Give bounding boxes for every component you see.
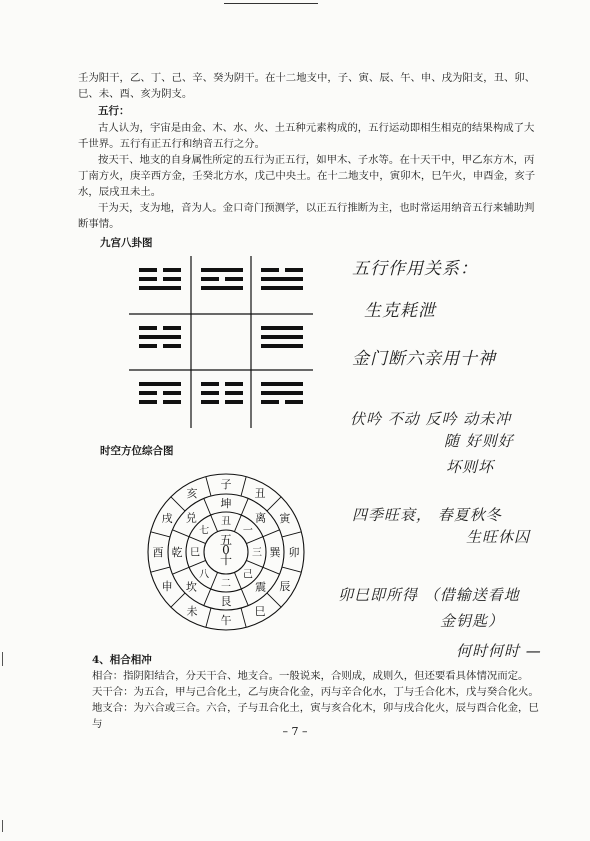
outer-spoke — [151, 532, 170, 537]
trigram-bar — [261, 286, 303, 290]
inner-ring-label: 己 — [242, 569, 253, 581]
outer-ring-label: 申 — [161, 580, 173, 593]
note-liuqin: 金门断六亲用十神 — [352, 349, 496, 369]
trigram-bar — [225, 391, 243, 395]
paragraph-wuxing-intro: 古人认为，宇宙是由金、木、水、火、土五种元素构成的，五行运动即相生相克的结果构成了大千世界。五行有正五行和纳音五行之分。 — [78, 122, 535, 150]
trigram-bar — [285, 400, 303, 404]
heading-section-4: 4、相合相冲 — [92, 654, 152, 666]
trigram-bar — [163, 391, 181, 395]
heading-bagua: 九宫八卦图 — [100, 237, 153, 249]
outer-ring-label: 丑 — [254, 487, 266, 501]
note-when: 何时何时 — — [456, 642, 542, 660]
trigram-bar — [139, 382, 181, 386]
note-wuxing-relations: 五行作用关系： — [352, 259, 478, 279]
trigram-bar — [201, 391, 219, 395]
trigram-bar — [139, 268, 157, 272]
paragraph-yin-yang-branches: 壬为阳干，乙、丁、己、辛、癸为阴干。在十二地支中，子、寅、辰、午、申、戌为阳支，丑、卯、巳、未、酉、亥为阴支。 — [78, 72, 536, 100]
inner-ring-label: 三 — [252, 547, 262, 559]
trigram-bar — [163, 400, 181, 404]
outer-spoke — [171, 497, 185, 511]
trigram-bar — [261, 268, 279, 272]
trigram-bar — [163, 326, 181, 330]
middle-ring-label: 乾 — [171, 546, 183, 559]
trigram-bar — [285, 268, 303, 272]
middle-ring-label: 艮 — [220, 595, 232, 608]
outer-ring-label: 戌 — [161, 512, 173, 525]
note-four-seasons: 四季旺衰， 春夏秋冬 — [352, 506, 502, 524]
center-label: 0 — [222, 543, 230, 557]
inner-ring-label: 二 — [221, 578, 231, 590]
time-space-wheel-diagram — [146, 460, 306, 638]
trigram-bar — [163, 277, 181, 281]
paragraph-tiangan-he: 天干合：为五合，甲与己合化土，乙与庚合化金，丙与辛合化水，丁与壬合化木，戊与癸合化火。 — [92, 686, 539, 698]
nine-palace-bagua-diagram — [129, 256, 313, 428]
outer-ring-label: 未 — [186, 604, 198, 618]
trigram-bar — [201, 268, 243, 272]
outer-ring-label: 卯 — [288, 546, 300, 559]
outer-ring-label: 辰 — [279, 580, 291, 593]
trigram-bar — [201, 286, 243, 290]
paragraph-dizhi-he: 地支合：为六合或三合。六合，子与丑合化土，寅与亥合化木，卯与戌合化火，辰与酉合化金，巳与 — [92, 702, 539, 730]
trigram-bar — [139, 344, 157, 348]
inner-ring-label: 七 — [199, 525, 210, 537]
middle-ring-label: 兑 — [185, 511, 197, 525]
middle-ring-label: 离 — [255, 511, 267, 525]
outer-spoke — [206, 608, 211, 627]
paragraph-nayin: 干为天，支为地，音为人。金口奇门预测学，以正五行推断为主，也时常运用纳音五行来辅助判断事情。 — [78, 202, 535, 230]
trigram-bar — [261, 344, 303, 348]
trigram-bar — [225, 400, 243, 404]
note-good: 随 好则好 — [444, 432, 514, 450]
margin-mark — [2, 820, 3, 832]
outer-ring-label: 酉 — [152, 546, 164, 559]
outer-spoke — [267, 593, 281, 607]
middle-ring-label: 坤 — [220, 497, 232, 510]
inner-ring-label: 丑 — [221, 516, 231, 528]
trigram-bar — [261, 277, 303, 281]
inner-ring-label: 巳 — [190, 547, 200, 559]
outer-ring-label: 寅 — [279, 512, 291, 525]
outer-spoke — [241, 477, 246, 496]
heading-time-space-diagram: 时空方位综合图 — [100, 445, 174, 457]
note-wang-shuai: 生旺休囚 — [466, 528, 531, 546]
outer-spoke — [282, 567, 301, 572]
middle-ring-label: 巽 — [269, 546, 281, 559]
paragraph-xianghe: 相合：指阴阳结合，分天干合、地支合。一般说来，合则成，成则久，但还要看具体情况而定。 — [92, 670, 529, 682]
note-bad: 坏则坏 — [446, 458, 495, 476]
inner-ring-label: 八 — [199, 569, 210, 581]
note-golden-key: 金钥匙） — [440, 612, 505, 630]
trigram-bar — [225, 277, 243, 281]
trigram-bar — [201, 382, 219, 386]
trigram-bar — [163, 344, 181, 348]
outer-spoke — [171, 593, 185, 607]
outer-ring-label: 亥 — [186, 487, 198, 501]
trigram-bar — [261, 326, 303, 330]
trigram-bar — [225, 382, 243, 386]
middle-ring-label: 震 — [255, 580, 267, 594]
outer-spoke — [206, 477, 211, 496]
heading-wuxing: 五行： — [98, 105, 130, 117]
trigram-bar — [261, 335, 303, 339]
outer-spoke — [267, 497, 281, 511]
outer-ring-label: 巳 — [254, 604, 266, 618]
inner-ring-label: 一 — [242, 525, 253, 537]
trigram-bar — [139, 326, 157, 330]
outer-spoke — [241, 608, 246, 627]
page-number: – 7 – — [282, 725, 308, 738]
outer-ring-label: 午 — [220, 614, 232, 627]
paragraph-zheng-wuxing: 按天干、地支的自身属性所定的五行为正五行，如甲木、子水等。在十天干中，甲乙东方木，丙丁南方火，庚辛西方金，壬癸北方水，戊己中央土。在十二地支中，寅卯木，巳午火，申酉金，亥子水，辰戌丑未土。 — [78, 154, 536, 198]
trigram-bar — [139, 277, 157, 281]
middle-ring-label: 坎 — [185, 580, 197, 594]
note-sheng-ke: 生克耗泄 — [364, 301, 436, 321]
trigram-bar — [201, 277, 219, 281]
note-fuyin-fanyin: 伏吟 不动 反吟 动未冲 — [350, 410, 512, 428]
note-maosi: 卯巳即所得 （借输送看地 — [338, 586, 520, 604]
trigram-bar — [139, 286, 181, 290]
margin-mark — [2, 652, 3, 666]
outer-spoke — [151, 567, 170, 572]
center-label: 十 — [219, 553, 233, 567]
trigram-bar — [261, 391, 303, 395]
trigram-bar — [261, 400, 279, 404]
trigram-bar — [139, 335, 181, 339]
trigram-bar — [163, 268, 181, 272]
center-label: 五 — [219, 533, 233, 547]
outer-ring-label: 子 — [220, 478, 232, 491]
trigram-bar — [139, 391, 157, 395]
trigram-bar — [261, 382, 303, 386]
trigram-bar — [201, 400, 219, 404]
top-rule — [224, 3, 318, 4]
trigram-bar — [139, 400, 157, 404]
outer-spoke — [282, 532, 301, 537]
